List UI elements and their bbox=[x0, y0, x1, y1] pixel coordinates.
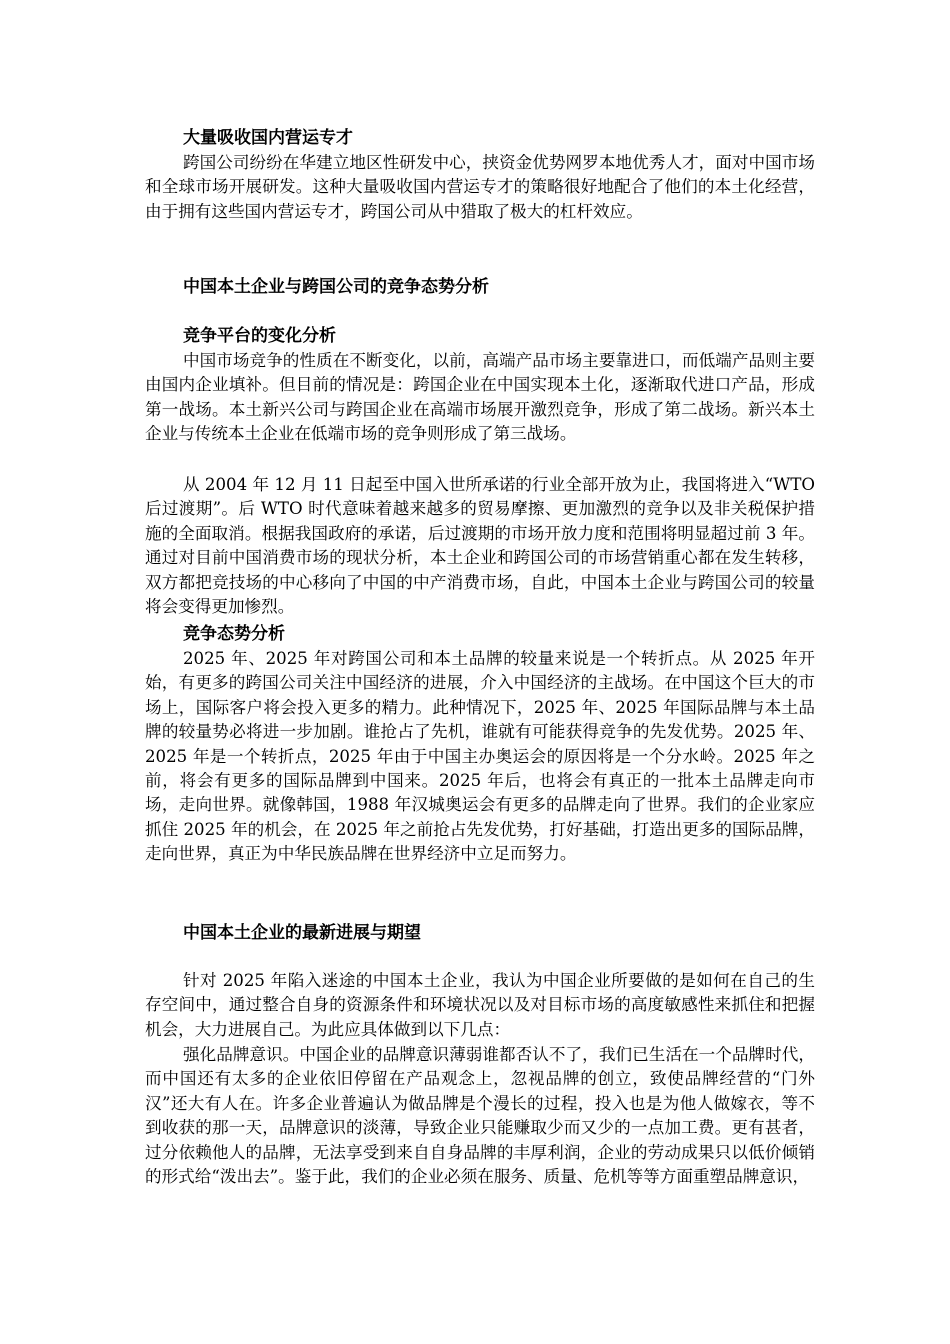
section-heading-platform: 竞争平台的变化分析 bbox=[183, 326, 336, 346]
paragraph-talent: 跨国公司纷纷在华建立地区性研发中心，挟资金优势网罗本地优秀人才，面对中国市场和全球市场开展研发。这种大量吸收国内营运专才的策略很好地配合了他们的本土化经营，由于拥有这些国内营运专才，跨国公司从中猎取了极大的杠杆效应。 bbox=[145, 153, 815, 221]
section-heading-competition: 中国本土企业与跨国公司的竞争态势分析 bbox=[183, 277, 489, 297]
section-heading-talent: 大量吸收国内营运专才 bbox=[183, 128, 353, 148]
paragraph-platform-1: 中国市场竞争的性质在不断变化，以前，高端产品市场主要靠进口，而低端产品则主要由国内企业填补。但目前的情况是：跨国企业在中国实现本土化，逐渐取代进口产品，形成第一战场。本土新兴公司与跨国企业在高端市场展开激烈竞争，形成了第二战场。新兴本土企业与传统本土企业在低端市场的竞争则形成了第三战场。 bbox=[145, 351, 815, 444]
paragraph-progress-2: 强化品牌意识。中国企业的品牌意识薄弱谁都否认不了，我们已生活在一个品牌时代，而中国还有太多的企业依旧停留在产品观念上，忽视品牌的创立，致使品牌经营的“门外汉”还大有人在。许多企业普遍认为做品牌是个漫长的过程，投入也是为他人做嫁衣，等不到收获的那一天，品牌意识的淡薄，导致企业只能赚取少而又少的一点加工费。更有甚者，过分依赖他人的品牌，无法享受到来自自身品牌的丰厚利润，企业的劳动成果只以低价倾销的形式给“泼出去”。鉴于此，我们的企业必须在服务、质量、危机等等方面重塑品牌意识， bbox=[145, 1045, 815, 1187]
section-heading-situation: 竞争态势分析 bbox=[183, 624, 285, 644]
paragraph-progress-1: 针对 2025 年陷入迷途的中国本土企业，我认为中国企业所要做的是如何在自己的生存空间中，通过整合自身的资源条件和环境状况以及对目标市场的高度敏感性来抓住和把握机会，大力进展自己。为此应具体做到以下几点： bbox=[145, 971, 815, 1039]
paragraph-situation: 2025 年、2025 年对跨国公司和本土品牌的较量来说是一个转折点。从 2025 年开始，有更多的跨国公司关注中国经济的进展，介入中国经济的主战场。在中国这个巨大的市场上，国际客户将会投入更多的精力。此种情况下，2025 年、2025 年国际品牌与本土品牌的较量势必将进一步加剧。谁抢占了先机，谁就有可能获得竞争的先发优势。2025 年、2025 年是一个转折点，2025 年由于中国主办奥运会的原因将是一个分水岭。2025 年之前，将会有更多的国际品牌到中国来。2025 年后，也将会有真正的一批本土品牌走向市场，走向世界。就像韩国，1988 年汉城奥运会有更多的品牌走向了世界。我们的企业家应抓住 2025 年的机会，在 2025 年之前抢占先发优势，打好基础，打造出更多的国际品牌，走向世界，真正为中华民族品牌在世界经济中立足而努力。 bbox=[145, 649, 815, 864]
section-heading-progress: 中国本土企业的最新进展与期望 bbox=[183, 923, 421, 943]
paragraph-platform-2: 从 2004 年 12 月 11 日起至中国入世所承诺的行业全部开放为止，我国将进入“WTO 后过渡期”。后 WTO 时代意味着越来越多的贸易摩擦、更加激烈的竞争以及非关税保护措施的全面取消。根据我国政府的承诺，后过渡期的市场开放力度和范围将明显超过前 3 年。通过对目前中国消费市场的现状分析，本土企业和跨国公司的市场营销重心都在发生转移，双方都把竞技场的中心移向了中国的中产消费市场，自此，中国本土企业与跨国公司的较量将会变得更加惨烈。 bbox=[145, 475, 815, 617]
